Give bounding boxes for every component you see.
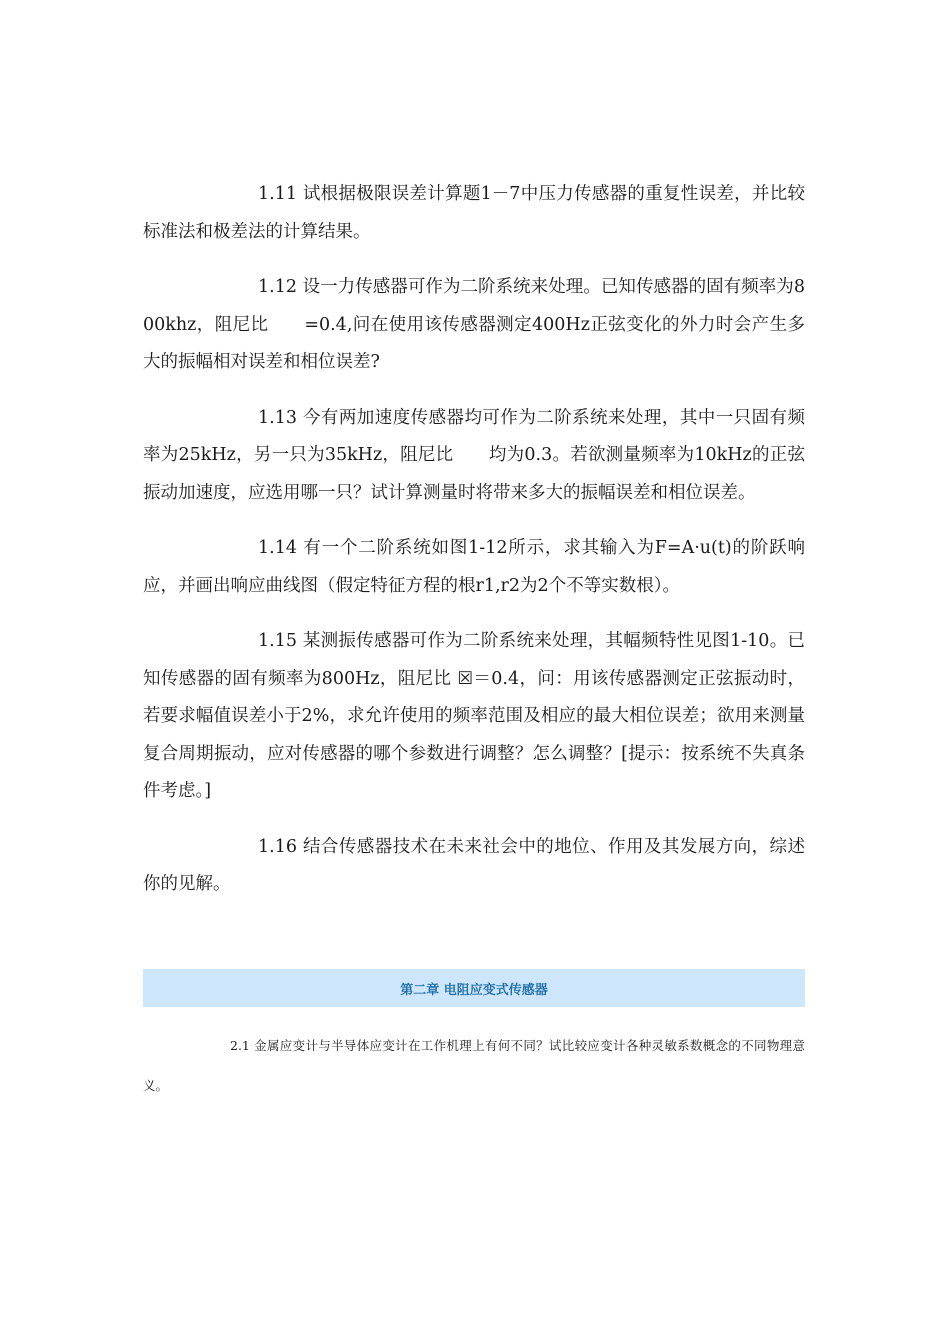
question-1-14: 1.14 有一个二阶系统如图1-12所示，求其输入为F=A·u(t)的阶跃响应，并画出响应曲线图（假定特征方程的根r1,r2为2个不等实数根）。 (143, 538, 805, 596)
question-1-16: 1.16 结合传感器技术在未来社会中的地位、作用及其发展方向，综述你的见解。 (143, 836, 805, 894)
question-1-11: 1.11 试根据极限误差计算题1－7中压力传感器的重复性误差，并比较标准法和极差法的计算结果。 (143, 184, 805, 242)
question-1-12: 1.12 设一力传感器可作为二阶系统来处理。已知传感器的固有频率为800khz，阻尼比 =0.4,问在使用该传感器测定400Hz正弦变化的外力时会产生多大的振幅相对误差和相位误差? (143, 277, 805, 372)
chapter-heading (143, 969, 805, 1007)
question-1-15: 1.15 某测振传感器可作为二阶系统来处理，其幅频特性见图1-10。已知传感器的固有频率为800Hz，阻尼比 ☒＝0.4，问：用该传感器测定正弦振动时，若要求幅值误差小于2%，求允许使用的频率范围及相应的最大相位误差；欲用来测量复合周期振动，应对传感器的哪个参数进行调整？怎么调整？[提示：按系统不失真条件考虑。] (143, 631, 805, 801)
chapter-title: 第二章 电阻应变式传感器 (400, 982, 548, 998)
question-list (143, 176, 805, 922)
question-2-1: 2.1 金属应变计与半导体应变计在工作机理上有何不同？试比较应变计各种灵敏系数概念的不同物理意义。 (143, 1038, 805, 1093)
question-1-13: 1.13 今有两加速度传感器均可作为二阶系统来处理，其中一只固有频率为25kHz，另一只为35kHz，阻尼比 均为0.3。若欲测量频率为10kHz的正弦振动加速度，应选用哪一只？试计算测量时将带来多大的振幅误差和相位误差。 (143, 407, 805, 503)
